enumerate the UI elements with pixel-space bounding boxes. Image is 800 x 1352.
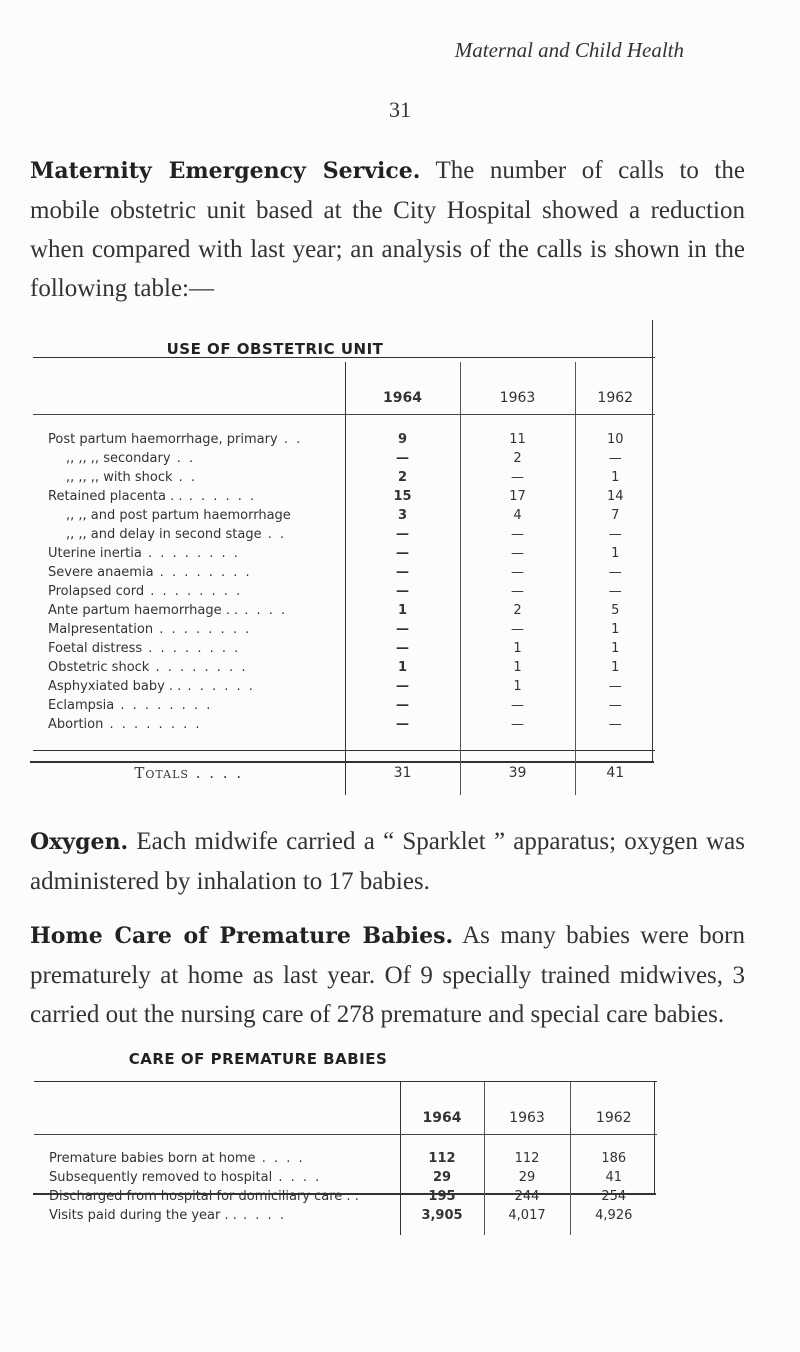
obstetric-unit-table — [33, 362, 655, 795]
value-1962: 14 — [606, 489, 624, 504]
value-1962: 1 — [611, 622, 620, 637]
header-blank — [34, 1082, 400, 1135]
value-1964: — — [345, 582, 460, 601]
total-1964: 31 — [345, 751, 460, 796]
column-header: 1963 — [484, 1082, 570, 1135]
value-1964: 112 — [400, 1135, 484, 1169]
value-1963: 1 — [460, 658, 575, 677]
value-1964: — — [345, 449, 460, 468]
running-head: Maternal and Child Health — [454, 38, 684, 62]
value-1962: 1 — [611, 660, 620, 675]
value-1964: — — [345, 620, 460, 639]
paragraph-oxygen — [30, 822, 745, 901]
table-header-row — [33, 362, 655, 415]
value-1963: — — [460, 696, 575, 715]
value-1963: — — [460, 468, 575, 487]
value-1964: 1 — [345, 601, 460, 620]
table-row — [33, 677, 655, 696]
value-1962: 186 — [601, 1151, 627, 1166]
value-1962: — — [608, 565, 622, 580]
value-1964: — — [345, 544, 460, 563]
row-label: ,, ,, ,, secondary . . — [33, 449, 345, 468]
totals-row — [33, 751, 655, 796]
value-1964: — — [345, 715, 460, 751]
row-label: Prolapsed cord . . . . . . . . — [33, 582, 345, 601]
value-1963: 4,017 — [484, 1206, 570, 1235]
value-1964: 15 — [345, 487, 460, 506]
paragraph-maternity-emergency — [30, 151, 745, 308]
value-1964: 29 — [400, 1168, 484, 1187]
row-label: Retained placenta . . . . . . . . — [33, 487, 345, 506]
value-1964: 3,905 — [400, 1206, 484, 1235]
value-1964: 1 — [345, 658, 460, 677]
row-label: Subsequently removed to hospital . . . . — [34, 1168, 400, 1187]
table-row — [33, 696, 655, 715]
row-label: Premature babies born at home . . . . — [34, 1135, 400, 1169]
column-header: 1962 — [570, 1082, 657, 1135]
value-1962: 1 — [611, 470, 620, 485]
totals-label: Totals . . . . — [33, 751, 345, 796]
table-row — [33, 487, 655, 506]
value-1963: — — [460, 582, 575, 601]
row-label: Obstetric shock . . . . . . . . — [33, 658, 345, 677]
value-1964: — — [345, 677, 460, 696]
table-title: CARE OF PREMATURE BABIES — [128, 1050, 388, 1068]
value-1964: — — [345, 525, 460, 544]
column-header: 1964 — [400, 1082, 484, 1135]
paragraph-text: Each midwife carried a “ Sparklet ” apparatus; oxygen was administered by inhalation to 17 babies. — [30, 828, 745, 895]
total-1962: 41 — [575, 751, 655, 796]
table-row — [33, 506, 655, 525]
row-label: Asphyxiated baby . . . . . . . . — [33, 677, 345, 696]
table-row — [34, 1168, 657, 1187]
value-1963: 112 — [484, 1135, 570, 1169]
value-1962: 254 — [601, 1189, 627, 1204]
value-1963: 11 — [460, 415, 575, 450]
row-label: Visits paid during the year . . . . . . — [34, 1206, 400, 1235]
premature-babies-table — [34, 1082, 657, 1235]
value-1962: 4,926 — [595, 1208, 633, 1223]
row-label: ,, ,, ,, with shock . . — [33, 468, 345, 487]
value-1962: — — [608, 679, 622, 694]
value-1963: 1 — [460, 639, 575, 658]
value-1962: — — [608, 584, 622, 599]
header-blank — [33, 362, 345, 415]
row-label: Uterine inertia . . . . . . . . — [33, 544, 345, 563]
table-row — [33, 639, 655, 658]
value-1963: 244 — [484, 1187, 570, 1206]
table-row — [33, 715, 655, 751]
total-1963: 39 — [460, 751, 575, 796]
value-1963: 2 — [460, 601, 575, 620]
table-row — [33, 582, 655, 601]
row-label: Foetal distress . . . . . . . . — [33, 639, 345, 658]
paragraph-home-care — [30, 916, 745, 1034]
row-label: ,, ,, and post partum haemorrhage — [33, 506, 345, 525]
value-1962: 10 — [606, 432, 624, 447]
table-row — [33, 601, 655, 620]
value-1964: 2 — [345, 468, 460, 487]
column-header: 1963 — [460, 362, 575, 415]
table-row — [33, 544, 655, 563]
section-heading: Home Care of Premature Babies. — [30, 923, 454, 949]
value-1963: 2 — [460, 449, 575, 468]
section-heading: Maternity Emergency Service. — [30, 158, 421, 184]
row-label: ,, ,, and delay in second stage . . — [33, 525, 345, 544]
value-1963: — — [460, 620, 575, 639]
paragraph-text: As many babies were born prematurely at home as last year. Of 9 specially trained midwives, 3 carried out the nursing care of 278 premature and special care babies. — [30, 922, 745, 1028]
table-row — [33, 468, 655, 487]
value-1963: 4 — [460, 506, 575, 525]
value-1963: 17 — [460, 487, 575, 506]
table-row — [33, 620, 655, 639]
value-1962: — — [608, 698, 622, 713]
table-border-top — [33, 357, 655, 358]
value-1964: 195 — [400, 1187, 484, 1206]
value-1964: 9 — [345, 415, 460, 450]
table-row — [34, 1206, 657, 1235]
value-1962: 7 — [611, 508, 620, 523]
row-label: Ante partum haemorrhage . . . . . . — [33, 601, 345, 620]
value-1964: — — [345, 639, 460, 658]
row-label: Malpresentation . . . . . . . . — [33, 620, 345, 639]
table-row — [34, 1135, 657, 1169]
table-title: USE OF OBSTETRIC UNIT — [166, 340, 384, 358]
table-row — [33, 449, 655, 468]
value-1964: 3 — [345, 506, 460, 525]
row-label: Post partum haemorrhage, primary . . — [33, 415, 345, 450]
value-1963: 29 — [484, 1168, 570, 1187]
value-1964: — — [345, 563, 460, 582]
value-1963: — — [460, 544, 575, 563]
value-1963: — — [460, 563, 575, 582]
table-row — [33, 658, 655, 677]
value-1962: 41 — [605, 1170, 623, 1185]
table-row — [34, 1187, 657, 1206]
value-1962: — — [608, 451, 622, 466]
row-label: Abortion . . . . . . . . — [33, 715, 345, 751]
value-1962: — — [608, 717, 622, 732]
value-1963: — — [460, 715, 575, 751]
section-heading: Oxygen. — [30, 829, 129, 855]
page-number: 31 — [389, 97, 411, 122]
table-row — [33, 563, 655, 582]
column-header: 1964 — [345, 362, 460, 415]
value-1962: — — [608, 527, 622, 542]
paragraph-text: The number of calls to the mobile obstetric unit based at the City Hospital showed a reduction when compared with last year; an analysis of the calls is shown in the following table:— — [30, 157, 745, 302]
value-1962: 5 — [611, 603, 620, 618]
value-1962: 1 — [611, 546, 620, 561]
table-row — [33, 415, 655, 450]
value-1962: 1 — [611, 641, 620, 656]
table-row — [33, 525, 655, 544]
row-label: Severe anaemia . . . . . . . . — [33, 563, 345, 582]
table-header-row — [34, 1082, 657, 1135]
row-label: Discharged from hospital for domiciliary care . . — [34, 1187, 400, 1206]
value-1963: — — [460, 525, 575, 544]
value-1964: — — [345, 696, 460, 715]
value-1963: 1 — [460, 677, 575, 696]
column-header: 1962 — [575, 362, 655, 415]
row-label: Eclampsia . . . . . . . . — [33, 696, 345, 715]
